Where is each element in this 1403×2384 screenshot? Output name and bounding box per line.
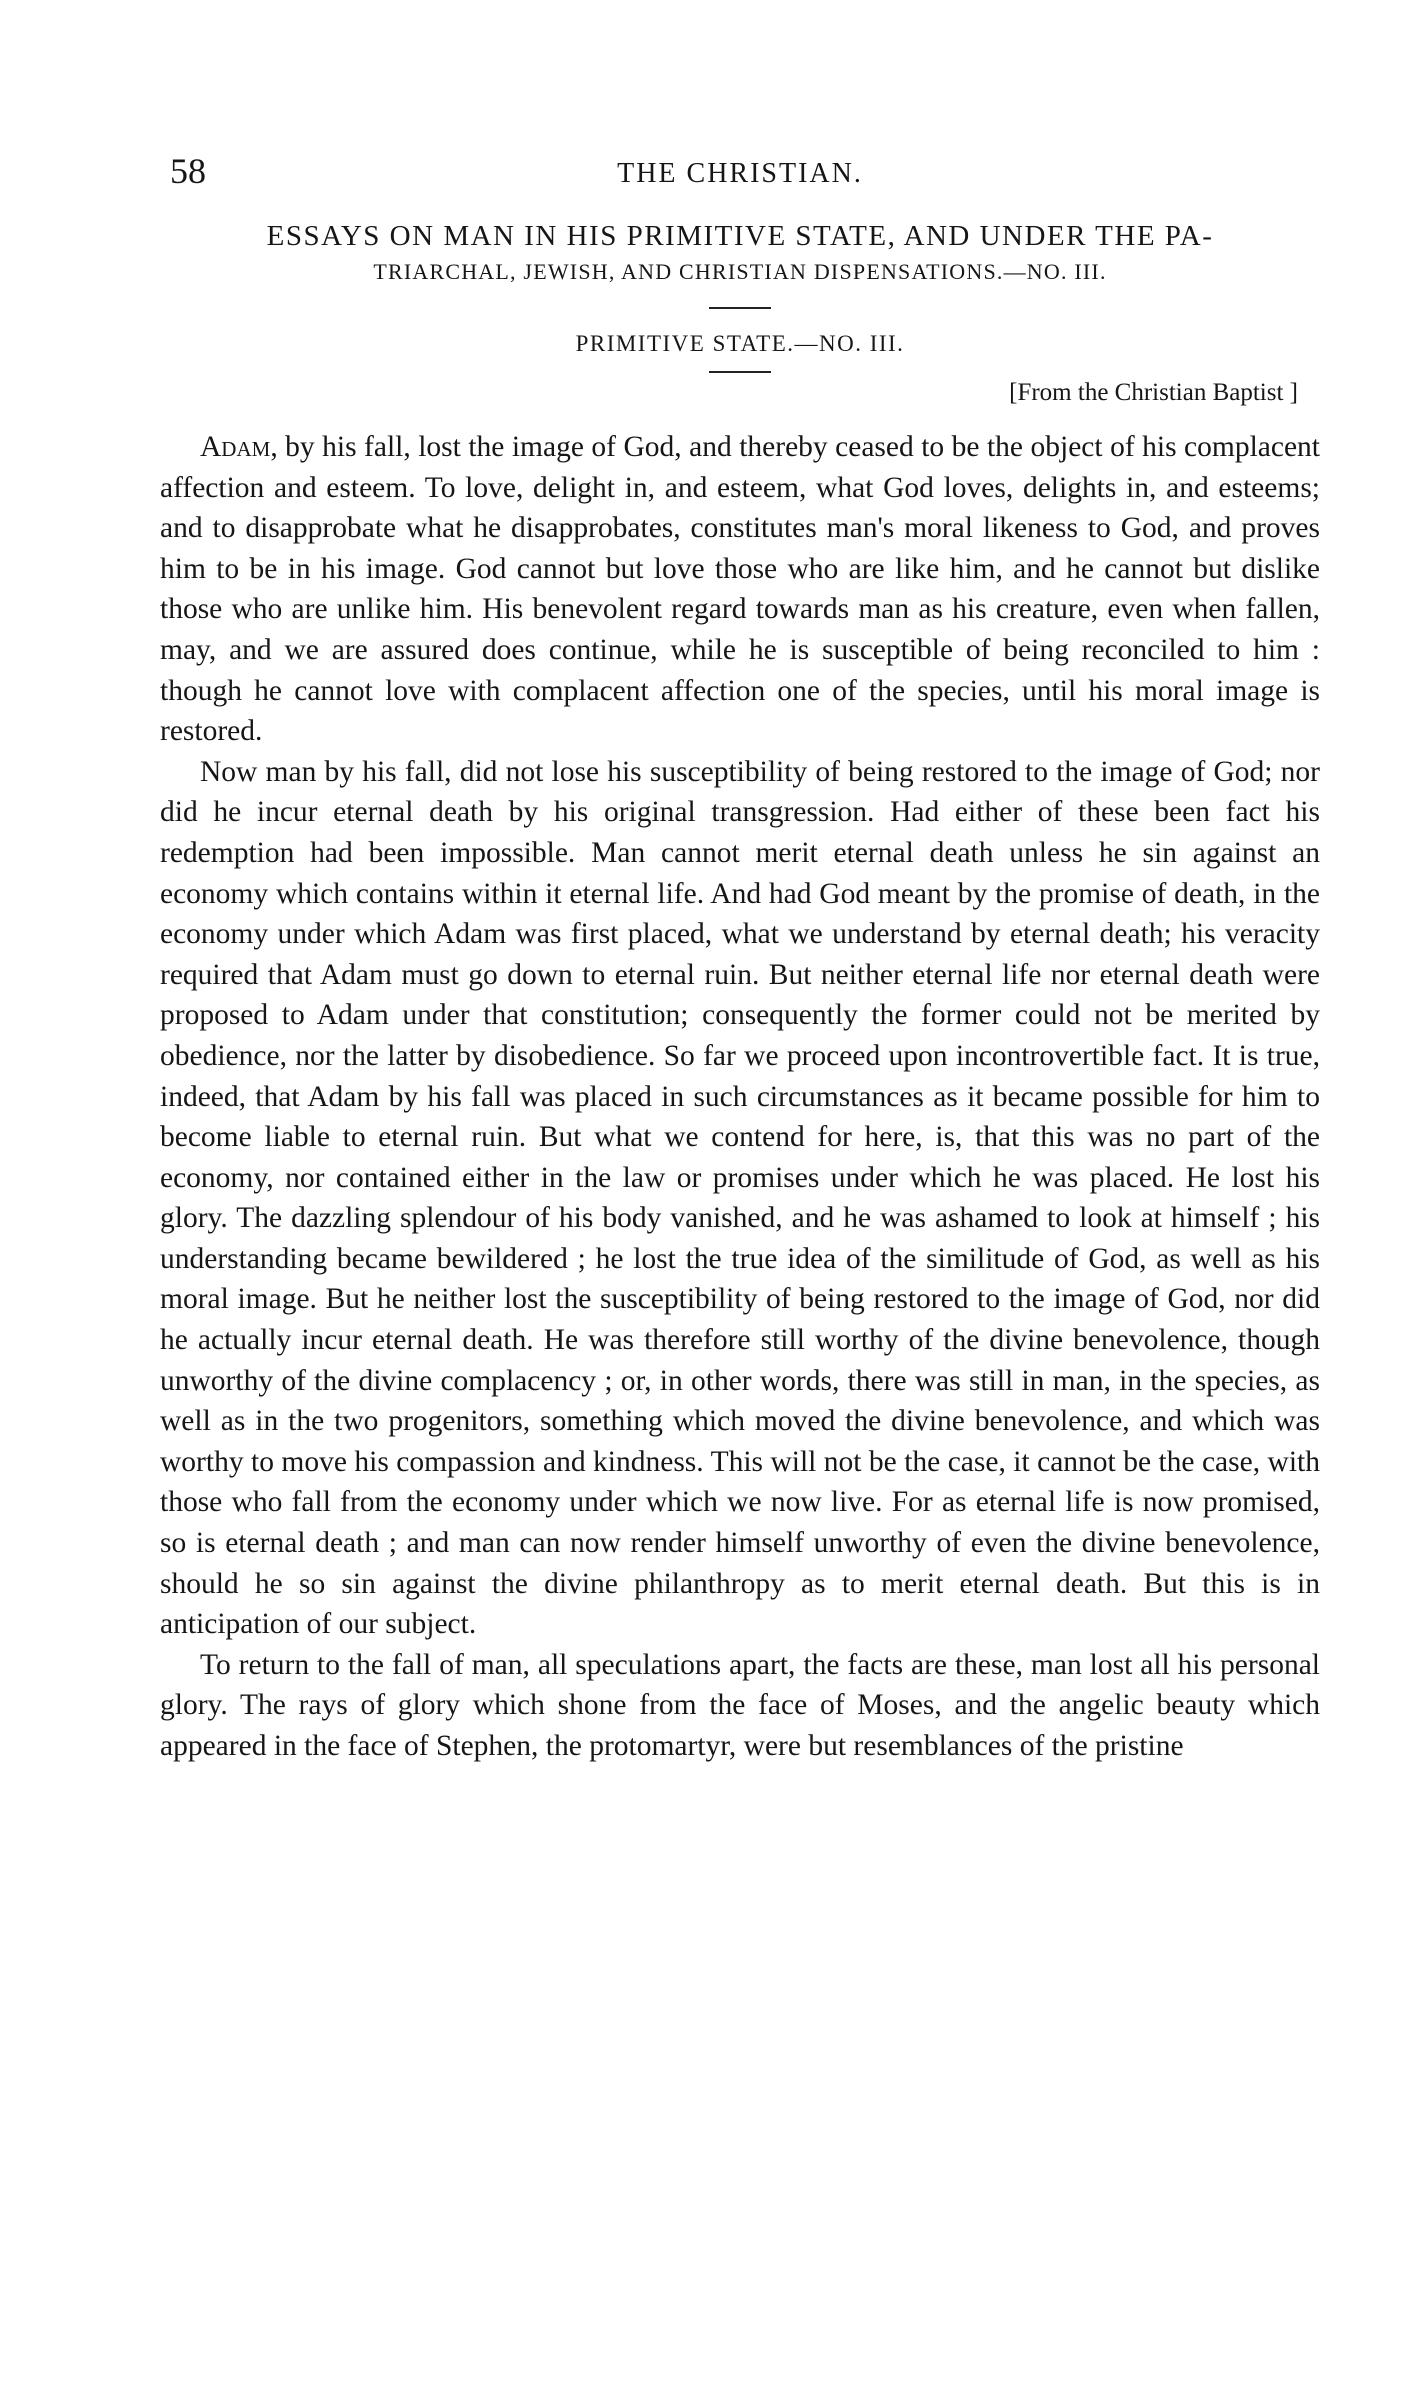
- paragraph-text: , by his fall, lost the image of God, and thereby ceased to be the object of his complacent affection and esteem. To love, delight in, and esteem, what God loves, delights in, and esteems; and to disapprobate what he disapprobates, constitutes man's moral likeness to God, and proves him to be in his image. God cannot but love those who are like him, and he cannot but dislike those who are unlike him. His benevolent regard towards man as his creature, even when fallen, may, and we are assured does continue, while he is susceptible of being reconciled to him : though he cannot love with complacent affection one of the species, until his moral image is restored.: [160, 431, 1320, 748]
- document-page: [160, 150, 1320, 1767]
- article-body: [160, 427, 1320, 1767]
- paragraph-1: [160, 427, 1320, 752]
- paragraph-text: Now man by his fall, did not lose his susceptibility of being restored to the image of God; nor did he incur eternal death by his original transgression. Had either of these been fact his redemption had been impossible. Man cannot merit eternal death unless he sin against an economy which contains within it eternal life. And had God meant by the promise of death, in the economy under which Adam was first placed, what we understand by eternal death; his veracity required that Adam must go down to eternal ruin. But neither eternal life nor eternal death were proposed to Adam under that constitution; consequently the former could not be merited by obedience, nor the latter by disobedience. So far we proceed upon incontrovertible fact. It is true, indeed, that Adam by his fall was placed in such circumstances as it became possible for him to become liable to eternal ruin. But what we contend for here, is, that this was no part of the economy, nor contained either in the law or promises under which he was placed. He lost his glory. The dazzling splendour of his body vanished, and he was ashamed to look at himself ; his understanding became bewildered ; he lost the true idea of the similitude of God, as well as his moral image. But he neither lost the susceptibility of being restored to the image of God, nor did he actually incur eternal death. He was therefore still worthy of the divine benevolence, though unworthy of the divine complacency ; or, in other words, there was still in man, in the species, as well as in the two progenitors, something which moved the divine benevolence, and which was worthy to move his compassion and kindness. This will not be the case, it cannot be the case, with those who fall from the economy under which we now live. For as eternal life is now promised, so is eternal death ; and man can now render himself unworthy of even the divine benevolence, should he so sin against the divine philanthropy as to merit eternal death. But this is in anticipation of our subject.: [160, 755, 1320, 1641]
- paragraph-3: [160, 1645, 1320, 1767]
- source-attribution: [From the Christian Baptist ]: [1009, 379, 1298, 406]
- paragraph-text: To return to the fall of man, all speculations apart, the facts are these, man lost all his personal glory. The rays of glory which shone from the face of Moses, and the angelic beauty which appeared in the face of Stephen, the protomartyr, were but resemblances of the pristine: [160, 1648, 1320, 1762]
- paragraph-lead-word: Adam: [200, 431, 271, 463]
- paragraph-2: [160, 752, 1320, 1645]
- article-title-line-1: ESSAYS ON MAN IN HIS PRIMITIVE STATE, AND UNDER THE PA-: [266, 220, 1214, 252]
- article-title-line-2: TRIARCHAL, JEWISH, AND CHRISTIAN DISPENSATIONS.—NO. III.: [373, 259, 1107, 284]
- article-subtitle: PRIMITIVE STATE.—NO. III.: [575, 331, 905, 356]
- title-divider: [709, 307, 771, 309]
- page-number: 58: [170, 151, 206, 191]
- running-head: THE CHRISTIAN.: [617, 158, 863, 189]
- subtitle-divider: [709, 371, 771, 373]
- page-header: [160, 150, 1320, 198]
